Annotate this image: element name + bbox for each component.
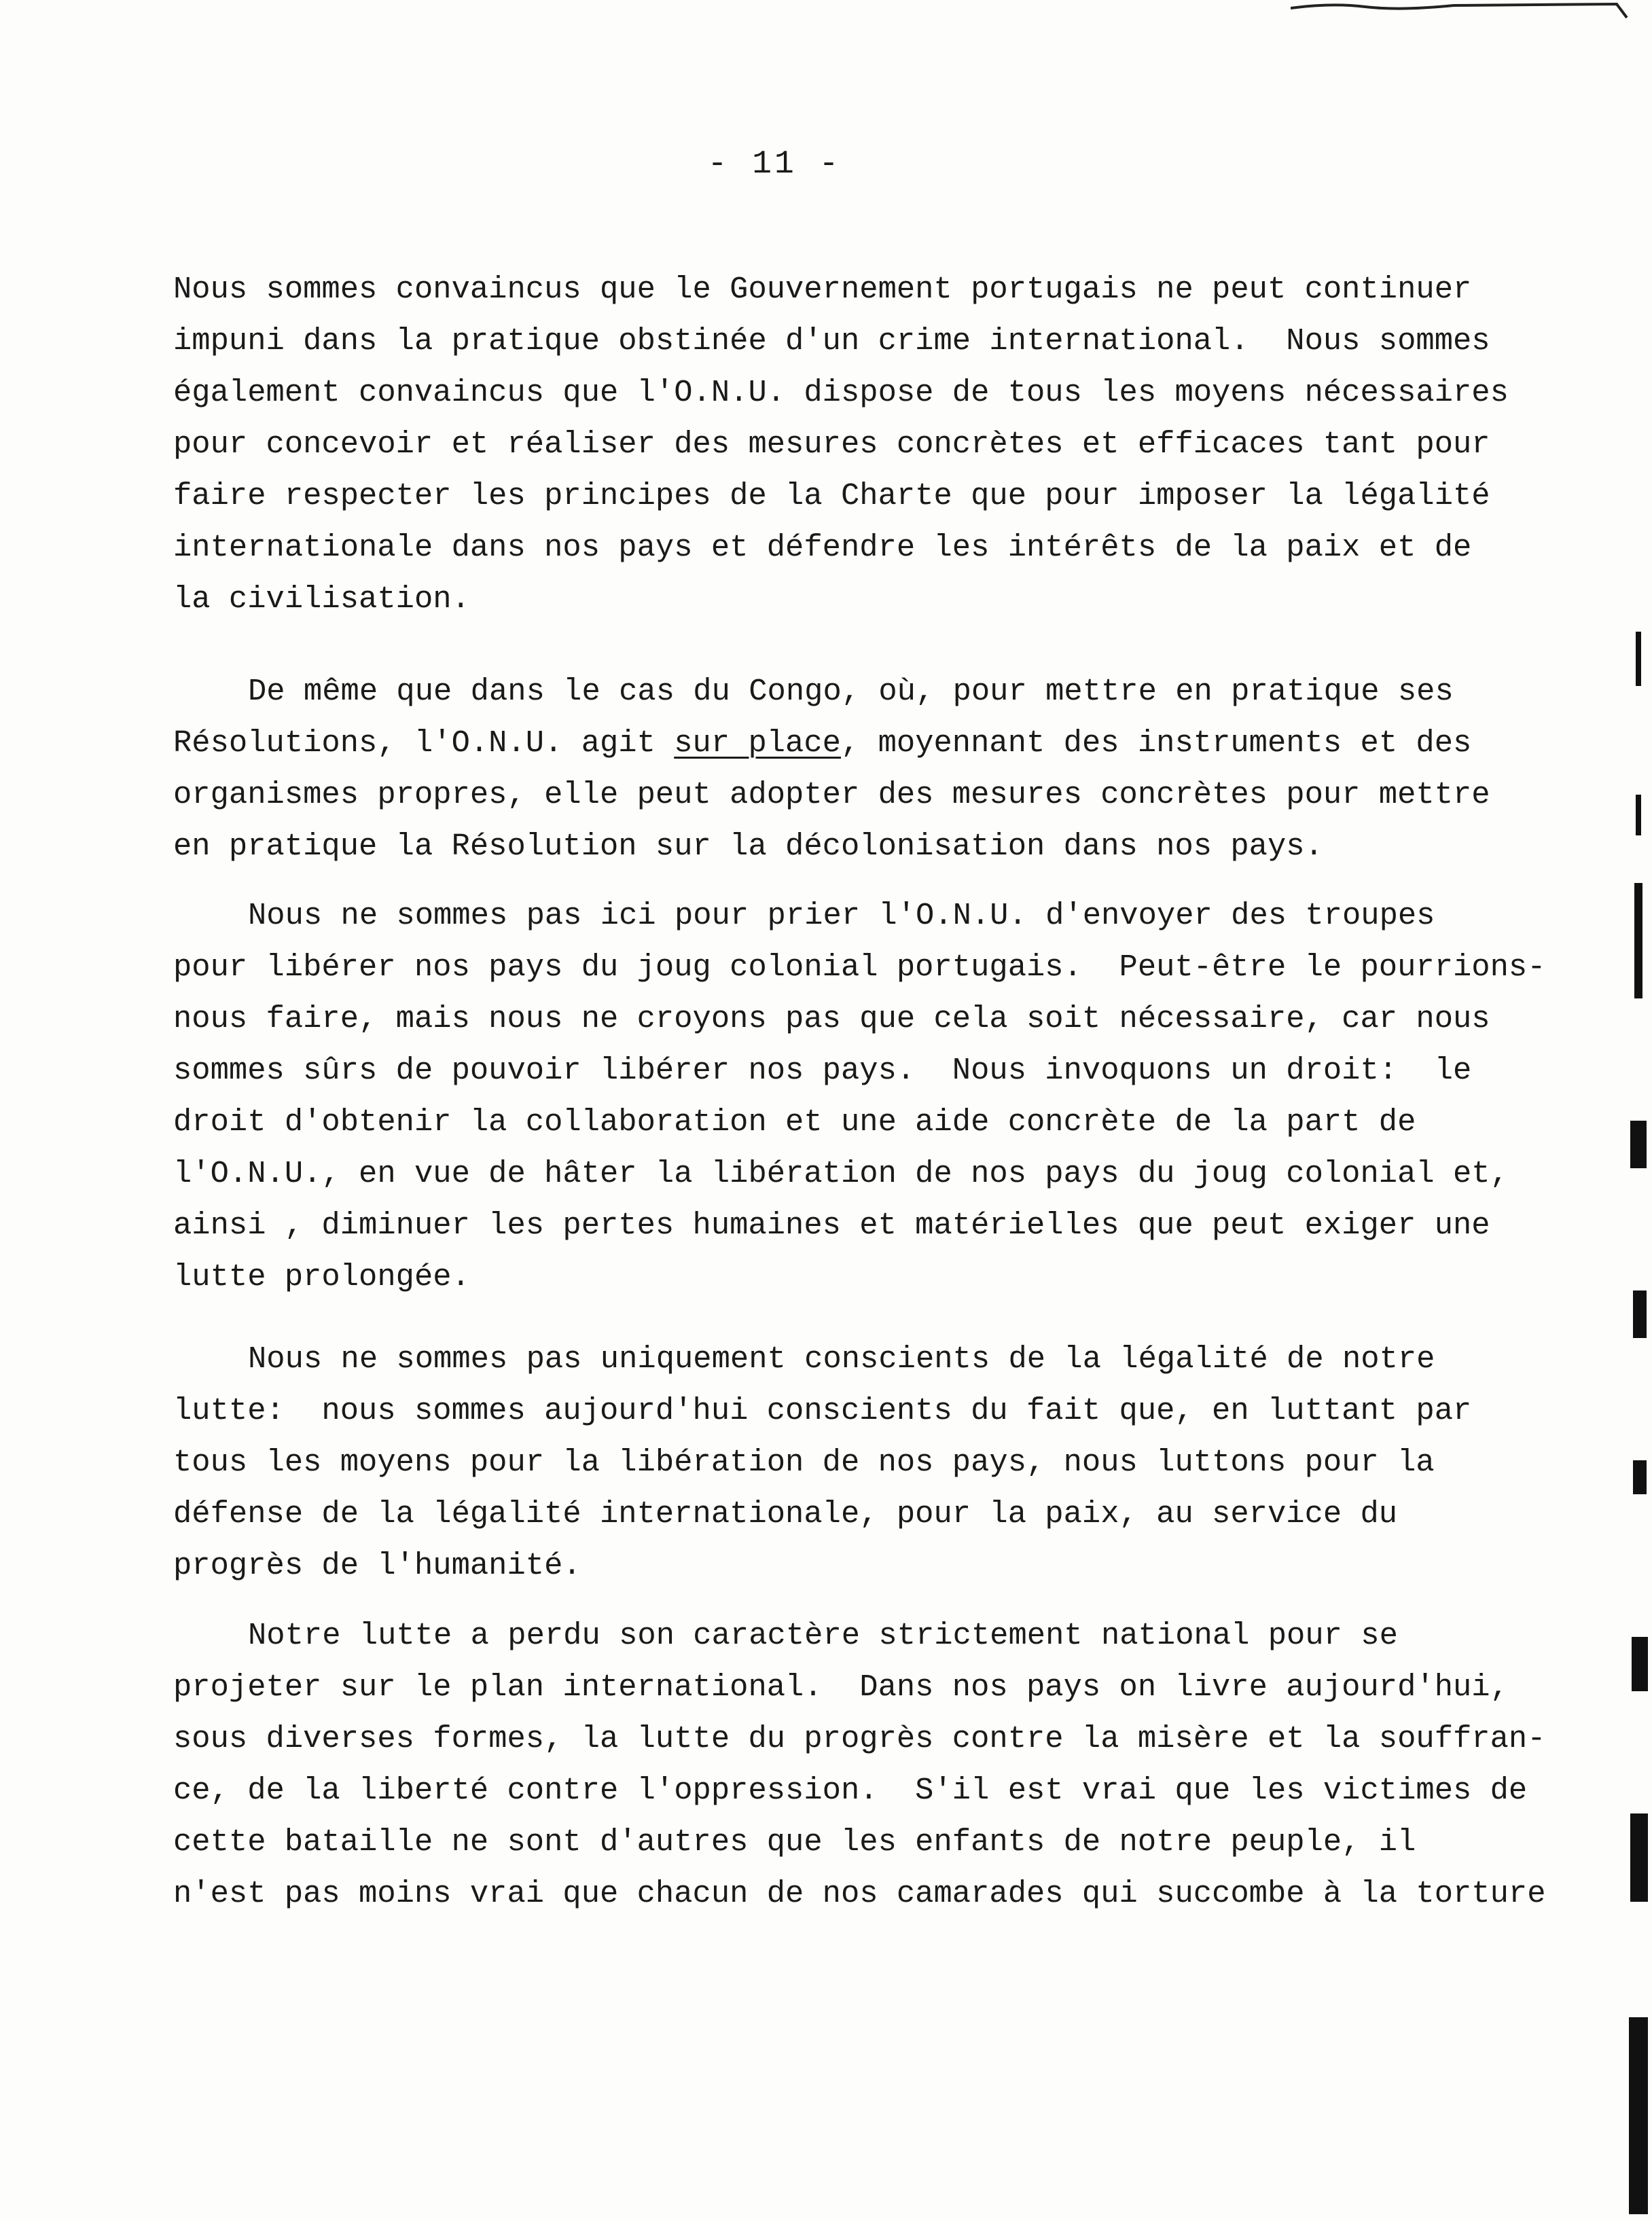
paragraph-3 (173, 890, 1546, 1303)
text-line: en pratique la Résolution sur la décolonisation dans nos pays. (173, 829, 1323, 864)
paragraph-4 (173, 1333, 1477, 1591)
text-line: internationale dans nos pays et défendre les intérêts de la paix et de (173, 530, 1472, 565)
text-line: projeter sur le plan international. Dans nos pays on livre aujourd'hui, (173, 1669, 1509, 1705)
scan-edge-mark (1636, 632, 1641, 686)
text-line: l'O.N.U., en vue de hâter la libération de nos pays du joug colonial et, (173, 1156, 1509, 1191)
text-line: droit d'obtenir la collaboration et une aide concrète de la part de (173, 1104, 1416, 1140)
paragraph-2 (173, 666, 1490, 872)
text-line: lutte: nous sommes aujourd'hui conscients du fait que, en luttant par (173, 1393, 1472, 1428)
scan-edge-mark (1629, 2017, 1648, 2214)
text-line: Nous ne sommes pas uniquement conscients de la légalité de notre (248, 1341, 1435, 1377)
text-line: De même que dans le cas du Congo, où, pour mettre en pratique ses (248, 674, 1454, 709)
text-line: Notre lutte a perdu son caractère strictement national pour se (248, 1618, 1398, 1653)
text-line: défense de la légalité internationale, pour la paix, au service du (173, 1496, 1398, 1532)
text-line: impuni dans la pratique obstinée d'un crime international. Nous sommes (173, 323, 1490, 359)
text-line: faire respecter les principes de la Charte que pour imposer la légalité (173, 478, 1490, 513)
text-line: Nous ne sommes pas ici pour prier l'O.N.U. d'envoyer des troupes (248, 898, 1435, 933)
text-line: la civilisation. (173, 581, 470, 617)
text-line: ainsi , diminuer les pertes humaines et matérielles que peut exiger une (173, 1208, 1490, 1243)
scan-edge-mark (1634, 883, 1642, 998)
text-line: organismes propres, elle peut adopter des mesures concrètes pour mettre (173, 777, 1490, 812)
text-line: Nous sommes convaincus que le Gouvernement portugais ne peut continuer (173, 272, 1472, 307)
scan-edge-mark (1630, 1813, 1648, 1902)
text-line: nous faire, mais nous ne croyons pas que cela soit nécessaire, car nous (173, 1001, 1490, 1036)
paragraph-1 (173, 264, 1509, 625)
text-line: également convaincus que l'O.N.U. dispose de tous les moyens nécessaires (173, 375, 1509, 410)
text-line: sommes sûrs de pouvoir libérer nos pays. Nous invoquons un droit: le (173, 1053, 1472, 1088)
scan-edge-mark (1636, 795, 1641, 835)
text-line: pour libérer nos pays du joug colonial portugais. Peut-être le pourrions- (173, 950, 1546, 985)
text-line: sous diverses formes, la lutte du progrès contre la misère et la souffran- (173, 1721, 1546, 1756)
page-number: - 11 - (707, 146, 842, 183)
underlined-phrase: sur place (674, 725, 841, 761)
text-segment: Résolutions, l'O.N.U. agit (173, 725, 675, 761)
text-line: progrès de l'humanité. (173, 1548, 581, 1583)
scan-artifact-scribble (1291, 0, 1630, 20)
text-segment: , moyennant des instruments et des (840, 725, 1472, 761)
scan-edge-mark (1633, 1460, 1647, 1494)
text-line: pour concevoir et réaliser des mesures concrètes et efficaces tant pour (173, 427, 1490, 462)
text-line: lutte prolongée. (173, 1259, 470, 1295)
text-line: ce, de la liberté contre l'oppression. S'il est vrai que les victimes de (173, 1773, 1528, 1808)
text-line: cette bataille ne sont d'autres que les enfants de notre peuple, il (173, 1824, 1416, 1860)
scan-edge-mark (1630, 1121, 1647, 1168)
text-line: tous les moyens pour la libération de nos pays, nous luttons pour la (173, 1445, 1435, 1480)
paragraph-5 (173, 1610, 1546, 1919)
scan-edge-mark (1633, 1290, 1647, 1338)
text-line-with-emphasis (173, 717, 1477, 769)
text-line: n'est pas moins vrai que chacun de nos camarades qui succombe à la torture (173, 1876, 1546, 1911)
scan-edge-mark (1632, 1637, 1648, 1691)
